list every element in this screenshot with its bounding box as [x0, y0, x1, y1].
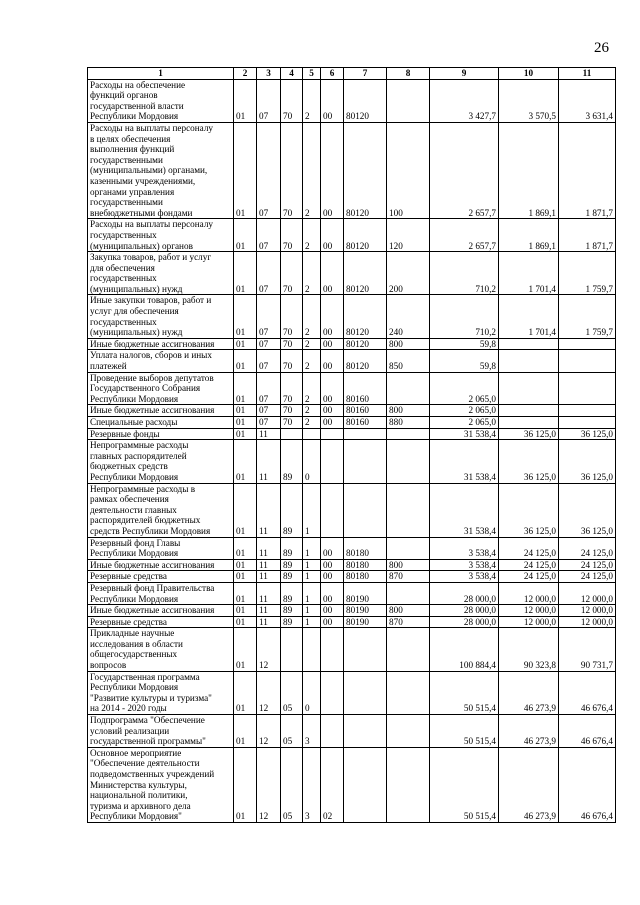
- table-row: [88, 605, 616, 617]
- expense-type-code: 120: [387, 219, 430, 252]
- subprogram-code: 2: [303, 219, 321, 252]
- amount-2021: [559, 417, 616, 429]
- amount-2019: 31 538,4: [430, 428, 499, 440]
- table-row: [88, 537, 616, 559]
- row-name: Расходы на выплаты персоналу в целях обеспечения выполнения функций государственными (муниципальными) органами, казенными учреждениями, органами управления государственными внебюджетными фондами: [88, 122, 234, 218]
- program-code: 70: [281, 295, 303, 338]
- amount-2019: 2 065,0: [430, 405, 499, 417]
- subprogram-code: 2: [303, 122, 321, 218]
- direction-code: [321, 628, 344, 671]
- amount-2019: 59,8: [430, 350, 499, 372]
- table-row: [88, 559, 616, 571]
- amount-2019: 2 065,0: [430, 417, 499, 429]
- section-code: 01: [234, 417, 257, 429]
- amount-2021: 36 125,0: [559, 440, 616, 483]
- program-code: 89: [281, 537, 303, 559]
- section-code: 01: [234, 582, 257, 604]
- direction-code: 00: [321, 571, 344, 583]
- amount-2020: 3 570,5: [499, 79, 559, 122]
- amount-2019: 710,2: [430, 295, 499, 338]
- section-code: 01: [234, 483, 257, 537]
- row-name: Специальные расходы: [88, 417, 234, 429]
- amount-2021: 36 125,0: [559, 428, 616, 440]
- direction-code: 00: [321, 219, 344, 252]
- row-name: Иные бюджетные ассигнования: [88, 338, 234, 350]
- subprogram-code: 2: [303, 417, 321, 429]
- table-row: [88, 616, 616, 628]
- table-row: [88, 582, 616, 604]
- table-row: [88, 428, 616, 440]
- amount-2021: [559, 372, 616, 405]
- program-code: 89: [281, 440, 303, 483]
- program-code: 89: [281, 616, 303, 628]
- section-code: 01: [234, 747, 257, 822]
- amount-2020: 36 125,0: [499, 428, 559, 440]
- program-code: 70: [281, 338, 303, 350]
- expense-code: 80160: [344, 417, 387, 429]
- expense-code: 80180: [344, 571, 387, 583]
- row-name: Закупка товаров, работ и услуг для обеспечения государственных (муниципальных) нужд: [88, 252, 234, 295]
- amount-2019: 2 065,0: [430, 372, 499, 405]
- amount-2021: 36 125,0: [559, 483, 616, 537]
- row-name: Государственная программа Республики Мордовия "Развитие культуры и туризма" на 2014 - 2020 годы: [88, 671, 234, 714]
- amount-2021: 12 000,0: [559, 616, 616, 628]
- expense-type-code: [387, 440, 430, 483]
- amount-2020: 1 869,1: [499, 219, 559, 252]
- subprogram-code: 2: [303, 405, 321, 417]
- table-row: [88, 122, 616, 218]
- row-name: Иные бюджетные ассигнования: [88, 405, 234, 417]
- amount-2020: 24 125,0: [499, 559, 559, 571]
- row-name: Основное мероприятие "Обеспечение деятельности подведомственных учреждений Министерства культуры, национальной политики, туризма и архивного дела Республики Мордовия": [88, 747, 234, 822]
- amount-2021: 3 631,4: [559, 79, 616, 122]
- expense-type-code: 800: [387, 605, 430, 617]
- program-code: 89: [281, 582, 303, 604]
- direction-code: 02: [321, 747, 344, 822]
- amount-2021: 46 676,4: [559, 715, 616, 748]
- subsection-code: 07: [257, 338, 281, 350]
- table-row: [88, 715, 616, 748]
- amount-2019: 2 657,7: [430, 219, 499, 252]
- subsection-code: 07: [257, 252, 281, 295]
- subsection-code: 07: [257, 219, 281, 252]
- expense-type-code: [387, 582, 430, 604]
- expense-code: 80190: [344, 616, 387, 628]
- expense-code: 80160: [344, 372, 387, 405]
- expense-type-code: 880: [387, 417, 430, 429]
- table-row: [88, 747, 616, 822]
- amount-2020: 1 701,4: [499, 295, 559, 338]
- expense-type-code: [387, 715, 430, 748]
- table-row: [88, 372, 616, 405]
- row-name: Иные закупки товаров, работ и услуг для обеспечения государственных (муниципальных) нужд: [88, 295, 234, 338]
- amount-2019: 28 000,0: [430, 605, 499, 617]
- subsection-code: 11: [257, 605, 281, 617]
- amount-2019: 3 538,4: [430, 559, 499, 571]
- expense-type-code: 200: [387, 252, 430, 295]
- table-row: [88, 350, 616, 372]
- amount-2020: [499, 350, 559, 372]
- section-code: 01: [234, 79, 257, 122]
- program-code: 70: [281, 405, 303, 417]
- program-code: 89: [281, 483, 303, 537]
- amount-2020: 12 000,0: [499, 582, 559, 604]
- table-row: [88, 671, 616, 714]
- program-code: 70: [281, 122, 303, 218]
- expense-type-code: [387, 372, 430, 405]
- column-header: 9: [430, 68, 499, 80]
- expense-code: 80120: [344, 338, 387, 350]
- expense-type-code: [387, 79, 430, 122]
- subprogram-code: 3: [303, 747, 321, 822]
- amount-2021: 1 759,7: [559, 295, 616, 338]
- section-code: 01: [234, 715, 257, 748]
- column-header: 8: [387, 68, 430, 80]
- page-number: 26: [594, 40, 609, 56]
- amount-2021: 24 125,0: [559, 571, 616, 583]
- amount-2021: 24 125,0: [559, 559, 616, 571]
- subsection-code: 11: [257, 582, 281, 604]
- expense-type-code: 800: [387, 405, 430, 417]
- subprogram-code: 3: [303, 715, 321, 748]
- column-header: 3: [257, 68, 281, 80]
- program-code: 70: [281, 219, 303, 252]
- column-header: 5: [303, 68, 321, 80]
- subprogram-code: 1: [303, 582, 321, 604]
- expense-code: [344, 747, 387, 822]
- expense-code: 80180: [344, 537, 387, 559]
- program-code: 05: [281, 747, 303, 822]
- expense-code: 80120: [344, 219, 387, 252]
- expense-code: [344, 483, 387, 537]
- amount-2020: [499, 417, 559, 429]
- section-code: 01: [234, 571, 257, 583]
- program-code: 70: [281, 79, 303, 122]
- subprogram-code: 2: [303, 295, 321, 338]
- amount-2021: 1 871,7: [559, 122, 616, 218]
- amount-2021: 1 759,7: [559, 252, 616, 295]
- subsection-code: 07: [257, 79, 281, 122]
- column-header: 7: [344, 68, 387, 80]
- table-row: [88, 79, 616, 122]
- direction-code: 00: [321, 417, 344, 429]
- table-row: [88, 440, 616, 483]
- expense-type-code: 100: [387, 122, 430, 218]
- program-code: 70: [281, 350, 303, 372]
- subprogram-code: 1: [303, 616, 321, 628]
- amount-2021: [559, 350, 616, 372]
- section-code: 01: [234, 295, 257, 338]
- amount-2020: 46 273,9: [499, 747, 559, 822]
- direction-code: 00: [321, 616, 344, 628]
- subsection-code: 11: [257, 428, 281, 440]
- amount-2019: 59,8: [430, 338, 499, 350]
- subsection-code: 07: [257, 372, 281, 405]
- row-name: Резервные средства: [88, 616, 234, 628]
- program-code: 70: [281, 417, 303, 429]
- amount-2019: 50 515,4: [430, 747, 499, 822]
- expense-type-code: [387, 747, 430, 822]
- column-header: 11: [559, 68, 616, 80]
- subprogram-code: 2: [303, 338, 321, 350]
- section-code: 01: [234, 350, 257, 372]
- row-name: Уплата налогов, сборов и иных платежей: [88, 350, 234, 372]
- direction-code: 00: [321, 338, 344, 350]
- column-header: 6: [321, 68, 344, 80]
- program-code: 89: [281, 571, 303, 583]
- header-row: [88, 68, 616, 80]
- subsection-code: 11: [257, 616, 281, 628]
- row-name: Непрограммные расходы главных распорядителей бюджетных средств Республики Мордовия: [88, 440, 234, 483]
- section-code: 01: [234, 537, 257, 559]
- section-code: 01: [234, 671, 257, 714]
- expense-type-code: 800: [387, 338, 430, 350]
- program-code: 05: [281, 671, 303, 714]
- expense-code: 80120: [344, 295, 387, 338]
- row-name: Расходы на обеспечение функций органов государственной власти Республики Мордовия: [88, 79, 234, 122]
- table-row: [88, 219, 616, 252]
- amount-2019: 31 538,4: [430, 483, 499, 537]
- direction-code: 00: [321, 405, 344, 417]
- amount-2021: 46 676,4: [559, 747, 616, 822]
- amount-2021: 46 676,4: [559, 671, 616, 714]
- amount-2020: [499, 405, 559, 417]
- subsection-code: 07: [257, 417, 281, 429]
- expense-code: 80180: [344, 559, 387, 571]
- table-row: [88, 295, 616, 338]
- section-code: 01: [234, 605, 257, 617]
- amount-2021: 12 000,0: [559, 605, 616, 617]
- subsection-code: 11: [257, 537, 281, 559]
- amount-2020: [499, 338, 559, 350]
- amount-2020: 36 125,0: [499, 483, 559, 537]
- section-code: 01: [234, 405, 257, 417]
- program-code: 89: [281, 605, 303, 617]
- table-row: [88, 405, 616, 417]
- expense-type-code: [387, 428, 430, 440]
- row-name: Резервный фонд Главы Республики Мордовия: [88, 537, 234, 559]
- row-name: Резервный фонд Правительства Республики Мордовия: [88, 582, 234, 604]
- section-code: 01: [234, 628, 257, 671]
- expense-code: [344, 440, 387, 483]
- section-code: 01: [234, 252, 257, 295]
- subsection-code: 07: [257, 122, 281, 218]
- subsection-code: 11: [257, 483, 281, 537]
- expense-code: [344, 715, 387, 748]
- expense-type-code: [387, 537, 430, 559]
- column-header: 10: [499, 68, 559, 80]
- direction-code: [321, 715, 344, 748]
- expense-type-code: 240: [387, 295, 430, 338]
- amount-2020: 46 273,9: [499, 715, 559, 748]
- expense-type-code: 850: [387, 350, 430, 372]
- row-name: Расходы на выплаты персоналу государственных (муниципальных) органов: [88, 219, 234, 252]
- row-name: Подпрограмма "Обеспечение условий реализации государственной программы": [88, 715, 234, 748]
- subprogram-code: 1: [303, 559, 321, 571]
- subprogram-code: 2: [303, 350, 321, 372]
- program-code: [281, 628, 303, 671]
- amount-2020: 12 000,0: [499, 616, 559, 628]
- direction-code: [321, 440, 344, 483]
- expense-type-code: 800: [387, 559, 430, 571]
- subprogram-code: 0: [303, 671, 321, 714]
- expense-code: 80190: [344, 605, 387, 617]
- subsection-code: 07: [257, 350, 281, 372]
- row-name: Непрограммные расходы в рамках обеспечения деятельности главных распорядителей бюджетных средств Республики Мордовия: [88, 483, 234, 537]
- column-header: 2: [234, 68, 257, 80]
- direction-code: 00: [321, 582, 344, 604]
- amount-2020: 1 869,1: [499, 122, 559, 218]
- direction-code: 00: [321, 350, 344, 372]
- subprogram-code: 2: [303, 372, 321, 405]
- direction-code: 00: [321, 605, 344, 617]
- row-name: Иные бюджетные ассигнования: [88, 559, 234, 571]
- amount-2020: 90 323,8: [499, 628, 559, 671]
- direction-code: [321, 483, 344, 537]
- section-code: 01: [234, 559, 257, 571]
- subsection-code: 12: [257, 747, 281, 822]
- subsection-code: 07: [257, 405, 281, 417]
- row-name: Резервные фонды: [88, 428, 234, 440]
- section-code: 01: [234, 428, 257, 440]
- direction-code: 00: [321, 537, 344, 559]
- row-name: Резервные средства: [88, 571, 234, 583]
- amount-2020: 24 125,0: [499, 571, 559, 583]
- program-code: 70: [281, 372, 303, 405]
- direction-code: 00: [321, 122, 344, 218]
- program-code: 89: [281, 559, 303, 571]
- subsection-code: 12: [257, 715, 281, 748]
- expense-code: 80120: [344, 79, 387, 122]
- row-name: Иные бюджетные ассигнования: [88, 605, 234, 617]
- table-row: [88, 483, 616, 537]
- expense-code: [344, 628, 387, 671]
- subprogram-code: 0: [303, 440, 321, 483]
- direction-code: [321, 671, 344, 714]
- amount-2021: 1 871,7: [559, 219, 616, 252]
- program-code: [281, 428, 303, 440]
- direction-code: 00: [321, 372, 344, 405]
- amount-2019: 2 657,7: [430, 122, 499, 218]
- section-code: 01: [234, 122, 257, 218]
- section-code: 01: [234, 440, 257, 483]
- direction-code: 00: [321, 252, 344, 295]
- amount-2019: 100 884,4: [430, 628, 499, 671]
- table-row: [88, 338, 616, 350]
- program-code: 05: [281, 715, 303, 748]
- subprogram-code: [303, 428, 321, 440]
- amount-2020: 24 125,0: [499, 537, 559, 559]
- expense-type-code: 870: [387, 616, 430, 628]
- amount-2020: 12 000,0: [499, 605, 559, 617]
- section-code: 01: [234, 616, 257, 628]
- row-name: Прикладные научные исследования в области общегосударственных вопросов: [88, 628, 234, 671]
- amount-2019: 28 000,0: [430, 582, 499, 604]
- amount-2019: 3 427,7: [430, 79, 499, 122]
- table-body: [88, 79, 616, 822]
- subprogram-code: 1: [303, 571, 321, 583]
- amount-2021: 90 731,7: [559, 628, 616, 671]
- table-row: [88, 417, 616, 429]
- expense-type-code: [387, 483, 430, 537]
- expense-code: 80190: [344, 582, 387, 604]
- expense-code: 80120: [344, 350, 387, 372]
- amount-2019: 28 000,0: [430, 616, 499, 628]
- amount-2021: [559, 405, 616, 417]
- amount-2019: 50 515,4: [430, 671, 499, 714]
- expense-code: [344, 671, 387, 714]
- expense-code: 80120: [344, 252, 387, 295]
- amount-2021: 12 000,0: [559, 582, 616, 604]
- expense-type-code: [387, 671, 430, 714]
- amount-2019: 50 515,4: [430, 715, 499, 748]
- amount-2020: 36 125,0: [499, 440, 559, 483]
- subprogram-code: 1: [303, 483, 321, 537]
- subprogram-code: 1: [303, 537, 321, 559]
- section-code: 01: [234, 372, 257, 405]
- table-row: [88, 571, 616, 583]
- direction-code: 00: [321, 79, 344, 122]
- subprogram-code: 1: [303, 605, 321, 617]
- subprogram-code: [303, 628, 321, 671]
- table-row: [88, 252, 616, 295]
- amount-2020: [499, 372, 559, 405]
- direction-code: 00: [321, 559, 344, 571]
- subsection-code: 12: [257, 628, 281, 671]
- expense-type-code: 870: [387, 571, 430, 583]
- subsection-code: 07: [257, 295, 281, 338]
- amount-2021: [559, 338, 616, 350]
- section-code: 01: [234, 219, 257, 252]
- subsection-code: 11: [257, 571, 281, 583]
- subsection-code: 11: [257, 440, 281, 483]
- amount-2020: 1 701,4: [499, 252, 559, 295]
- direction-code: [321, 428, 344, 440]
- amount-2019: 3 538,4: [430, 537, 499, 559]
- budget-table: [87, 67, 616, 823]
- row-name: Проведение выборов депутатов Государственного Собрания Республики Мордовия: [88, 372, 234, 405]
- amount-2019: 31 538,4: [430, 440, 499, 483]
- amount-2019: 3 538,4: [430, 571, 499, 583]
- expense-code: 80160: [344, 405, 387, 417]
- column-header: 1: [88, 68, 234, 80]
- subsection-code: 12: [257, 671, 281, 714]
- subprogram-code: 2: [303, 252, 321, 295]
- program-code: 70: [281, 252, 303, 295]
- expense-code: [344, 428, 387, 440]
- column-header: 4: [281, 68, 303, 80]
- subprogram-code: 2: [303, 79, 321, 122]
- section-code: 01: [234, 338, 257, 350]
- expense-type-code: [387, 628, 430, 671]
- amount-2021: 24 125,0: [559, 537, 616, 559]
- table-row: [88, 628, 616, 671]
- direction-code: 00: [321, 295, 344, 338]
- subsection-code: 11: [257, 559, 281, 571]
- amount-2019: 710,2: [430, 252, 499, 295]
- expense-code: 80120: [344, 122, 387, 218]
- amount-2020: 46 273,9: [499, 671, 559, 714]
